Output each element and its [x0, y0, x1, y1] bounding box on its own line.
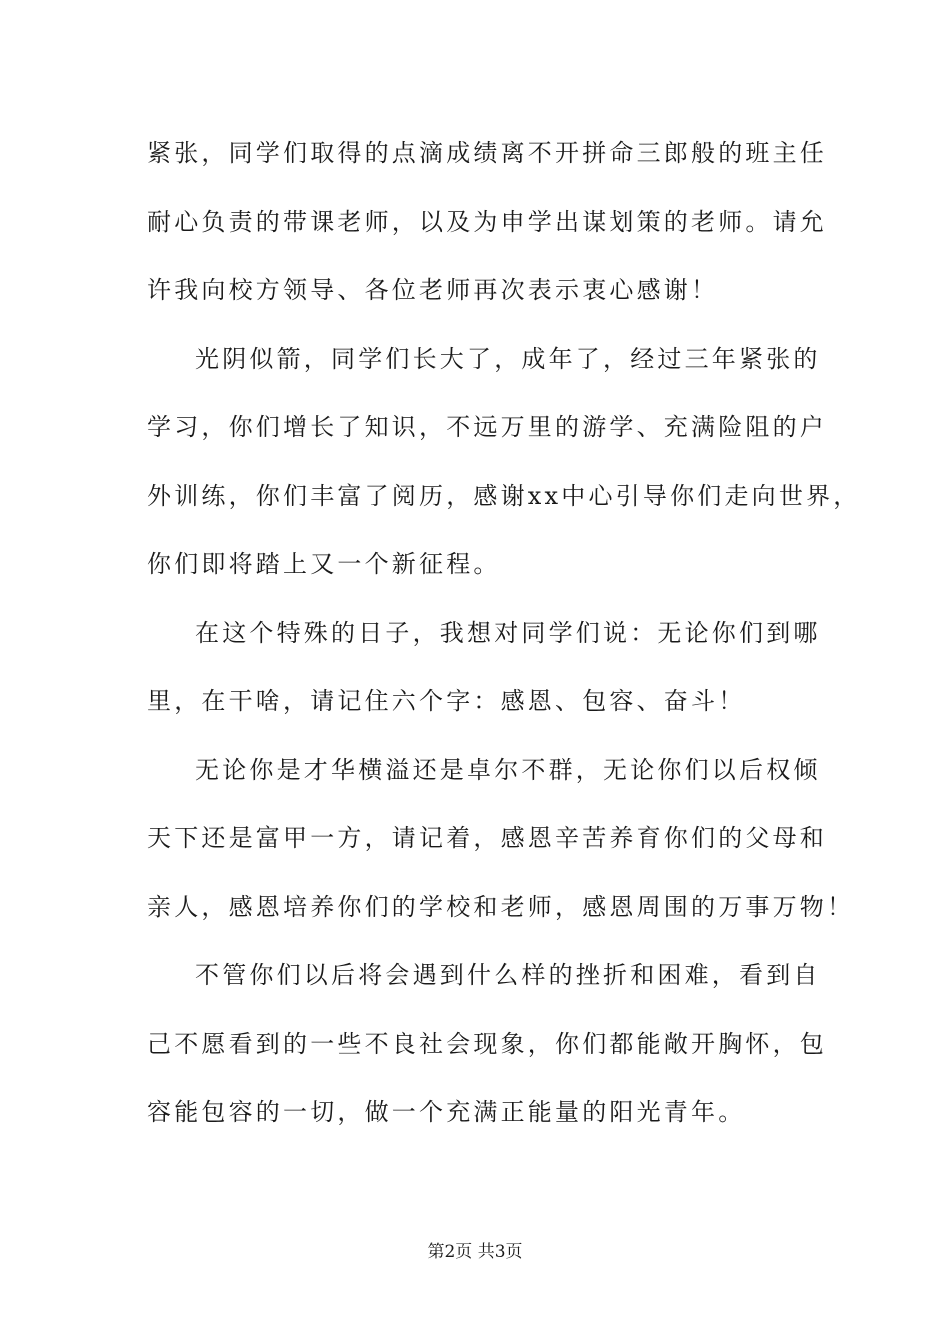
text-line: 耐心负责的带课老师，以及为申学出谋划策的老师。请允	[147, 207, 827, 236]
text-line: 在这个特殊的日子，我想对同学们说：无论你们到哪	[195, 618, 821, 647]
text-line: 里，在干啥，请记住六个字：感恩、包容、奋斗！	[147, 687, 746, 715]
text-line: 许我向校方领导、各位老师再次表示衷心感谢！	[147, 276, 719, 304]
text-line: 你们即将踏上又一个新征程。	[147, 550, 501, 578]
text-line: 亲人，感恩培养你们的学校和老师，感恩周围的万事万物！	[147, 892, 855, 921]
text-line: 不管你们以后将会遇到什么样的挫折和困难，看到自	[195, 961, 821, 989]
text-line: 己不愿看到的一些不良社会现象，你们都能敞开胸怀，包	[147, 1029, 827, 1058]
text-line: 光阴似箭，同学们长大了，成年了，经过三年紧张的	[195, 344, 821, 373]
page-number: 第2页 共3页	[427, 1242, 523, 1262]
text-line: 紧张，同学们取得的点滴成绩离不开拼命三郎般的班主任	[147, 139, 827, 167]
page-footer	[0, 1240, 950, 1264]
text-line: 天下还是富甲一方，请记着，感恩辛苦养育你们的父母和	[147, 824, 827, 852]
text-line: 无论你是才华横溢还是卓尔不群，无论你们以后权倾	[195, 755, 821, 784]
text-line: 学习，你们增长了知识，不远万里的游学、充满险阻的户	[147, 413, 827, 441]
document-body	[147, 128, 861, 1156]
text-line: 容能包容的一切，做一个充满正能量的阳光青年。	[147, 1098, 746, 1126]
text-line: 外训练，你们丰富了阅历，感谢xx中心引导你们走向世界，	[147, 481, 861, 510]
